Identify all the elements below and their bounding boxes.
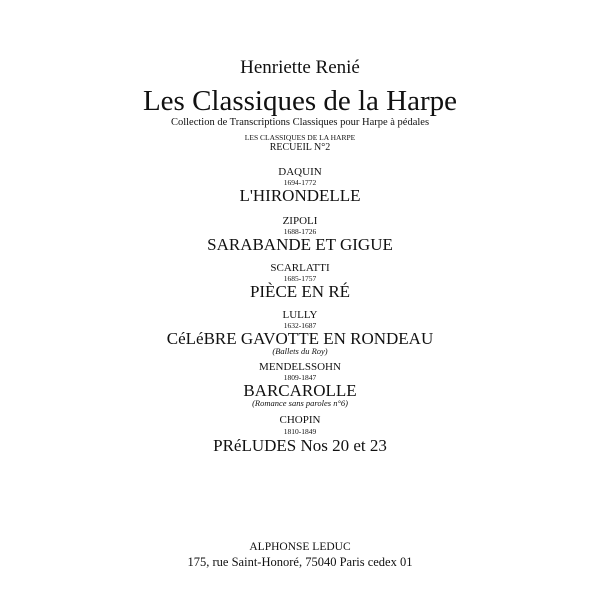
piece-dates: 1809-1847 <box>283 373 317 382</box>
piece-composer: DAQUIN <box>278 166 322 178</box>
series-label: LES CLASSIQUES DE LA HARPE <box>244 133 356 142</box>
piece-note: (Ballets du Roy) <box>272 346 328 356</box>
piece-title: PIÈCE EN RÉ <box>249 282 351 301</box>
piece-title: SARABANDE ET GIGUE <box>207 235 393 254</box>
publisher-address: 175, rue Saint-Honoré, 75040 Paris cedex 01 <box>187 555 413 569</box>
piece-dates: 1694-1772 <box>283 178 317 187</box>
volume-number: RECUEIL N°2 <box>269 142 331 153</box>
piece-title: L'HIRONDELLE <box>239 186 361 205</box>
piece-dates: 1810-1849 <box>283 427 317 436</box>
piece-composer: CHOPIN <box>279 414 321 426</box>
piece-dates: 1632-1687 <box>283 321 317 330</box>
collection-title: Les Classiques de la Harpe <box>142 85 458 117</box>
piece-note: (Romance sans paroles n°6) <box>252 398 348 408</box>
piece-title: BARCAROLLE <box>243 381 357 400</box>
piece-composer: MENDELSSOHN <box>259 361 341 373</box>
publisher-name: ALPHONSE LEDUC <box>249 541 351 553</box>
piece-composer: ZIPOLI <box>282 215 318 227</box>
piece-dates: 1685-1757 <box>283 274 317 283</box>
author-name: Henriette Renié <box>240 57 360 78</box>
piece-composer: SCARLATTI <box>270 262 330 274</box>
piece-composer: LULLY <box>282 309 318 321</box>
piece-title: PRéLUDES Nos 20 et 23 <box>213 436 387 455</box>
piece-dates: 1688-1726 <box>283 227 317 236</box>
piece-title: CéLéBRE GAVOTTE EN RONDEAU <box>166 329 434 348</box>
collection-subtitle: Collection de Transcriptions Classiques pour Harpe à pédales <box>170 117 430 128</box>
